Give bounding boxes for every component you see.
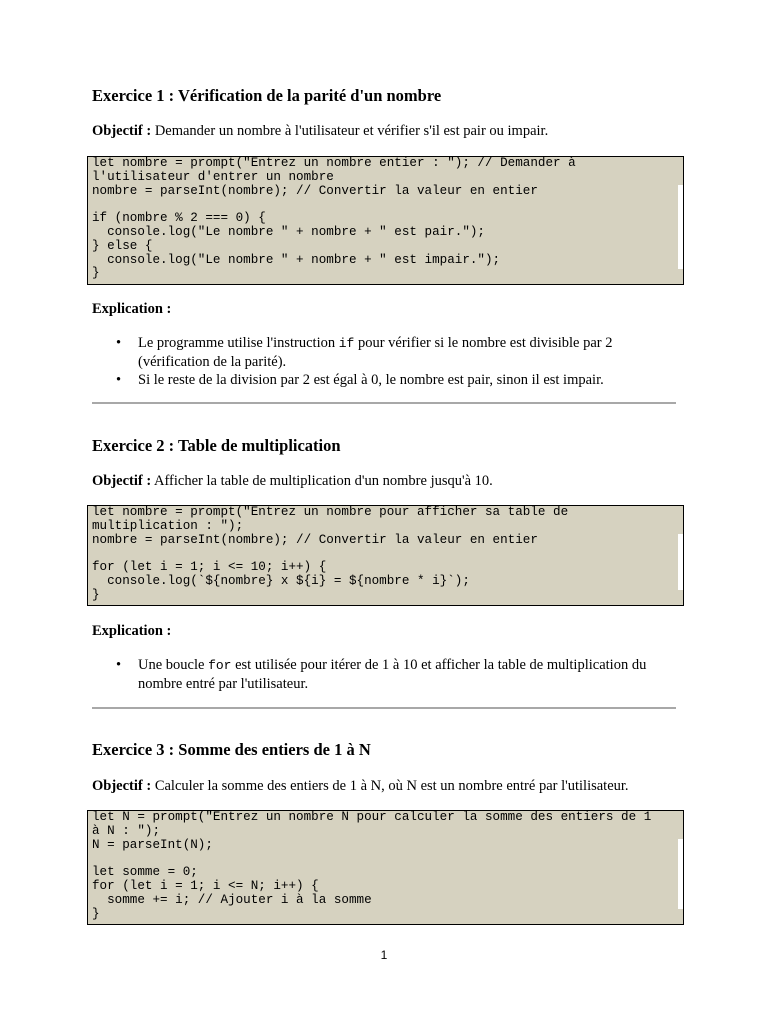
list-item	[92, 371, 672, 389]
objective-label: Objectif :	[92, 473, 152, 489]
exercise-2-code-block	[87, 505, 684, 606]
objective-text: Afficher la table de multiplication d'un nombre jusqu'à 10.	[151, 473, 493, 489]
exercise-3-code-block	[87, 810, 684, 925]
exercise-1-code-block	[87, 156, 684, 285]
code-text: let nombre = prompt("Entrez un nombre pour afficher sa table de multiplication : "); nombre = parseInt(nombre); // Convertir la valeur en entier for (let i = 1; i <= 10; i++) { console.log(`${nombre} x ${i} = ${nombre * i}`); }	[92, 505, 569, 602]
objective-text: Demander un nombre à l'utilisateur et vérifier s'il est pair ou impair.	[151, 123, 549, 139]
exercise-1-objective	[92, 122, 548, 140]
code-edge-shade	[678, 534, 683, 590]
bullet-text: Le programme utilise l'instruction	[138, 335, 339, 351]
exercise-2-title: Exercice 2 : Table de multiplication	[92, 436, 341, 455]
list-item	[92, 334, 672, 371]
bullet-text: est utilisée pour itérer de 1 à 10 et afficher la table de multiplication du nombre entré par l'utilisateur.	[138, 657, 647, 692]
objective-text: Calculer la somme des entiers de 1 à N, où N est un nombre entré par l'utilisateur.	[151, 778, 629, 794]
exercise-1-title: Exercice 1 : Vérification de la parité d'un nombre	[92, 86, 442, 105]
exercise-2-bullet-list	[92, 656, 672, 693]
bullet-text: Une boucle	[138, 657, 209, 673]
code-edge-shade	[678, 185, 683, 269]
objective-label: Objectif :	[92, 778, 152, 794]
inline-code: for	[208, 658, 232, 673]
list-item	[92, 656, 672, 693]
exercise-2-objective	[92, 472, 493, 490]
code-text: let nombre = prompt("Entrez un nombre entier : "); // Demander à l'utilisateur d'entrer un nombre nombre = parseInt(nombre); // Convertir la valeur en entier if (nombre % 2 === 0) { console.log("Le nombre " + nombre + " est pair."); } else { console.log("Le nombre " + nombre + " est impair."); }	[92, 156, 576, 281]
exercise-2-explication-label: Explication :	[92, 623, 172, 639]
bullet-text: Si le reste de la division par 2 est égal à 0, le nombre est pair, sinon il est impair.	[138, 372, 604, 388]
bullet-icon: •	[116, 335, 122, 351]
bullet-icon: •	[116, 372, 122, 388]
bullet-icon: •	[116, 657, 122, 673]
code-text: let N = prompt("Entrez un nombre N pour calculer la somme des entiers de 1 à N : "); N = parseInt(N); let somme = 0; for (let i = 1; i <= N; i++) { somme += i; // Ajouter i à la somme }	[92, 810, 652, 921]
exercise-3-title: Exercice 3 : Somme des entiers de 1 à N	[92, 740, 371, 759]
section-divider	[92, 707, 676, 709]
section-divider	[92, 402, 676, 404]
exercise-1-bullet-list	[92, 334, 672, 389]
bullet-text: pour vérifier si le nombre est divisible par 2 (vérification de la parité).	[138, 335, 613, 370]
exercise-1-explication-label: Explication :	[92, 301, 172, 317]
inline-code: if	[338, 336, 355, 351]
objective-label: Objectif :	[92, 123, 152, 139]
page-number: 1	[380, 948, 388, 962]
code-edge-shade	[678, 839, 683, 909]
exercise-3-objective	[92, 777, 629, 795]
